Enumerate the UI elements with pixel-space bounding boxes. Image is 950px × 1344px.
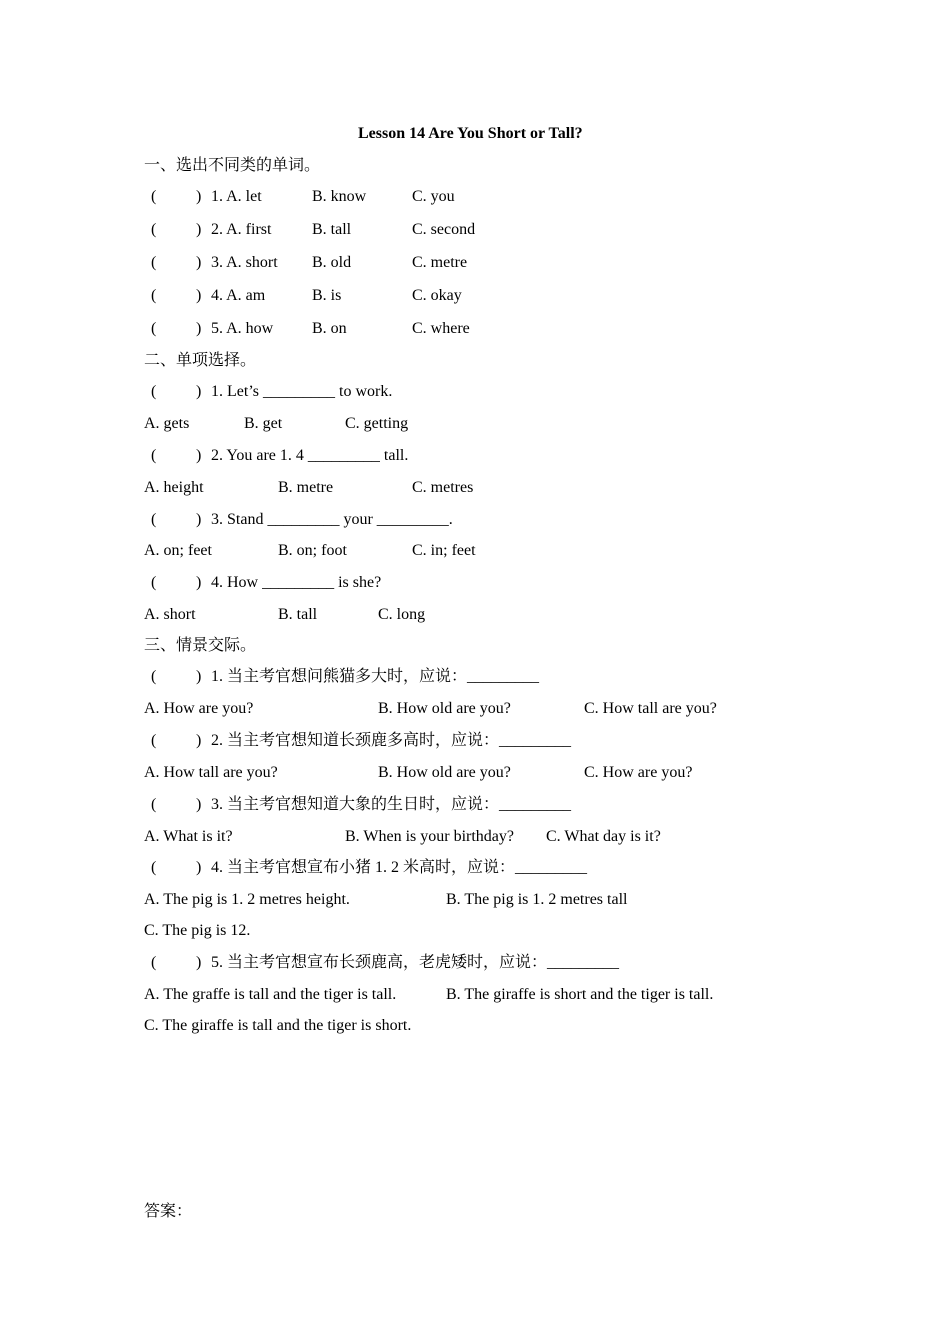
answer-paren-open: ( [151,188,157,205]
s1-q1-option-b: B. know [312,188,367,205]
s1-q4-option-c: C. okay [412,287,462,304]
answer-paren-close: ) [196,511,202,528]
s1-q2-option-a: 2. A. first [211,221,272,238]
s1-q5-option-b: B. on [312,320,347,337]
s3-q3-stem: 3. 当主考官想知道大象的生日时，应说：_________ [211,796,572,813]
s1-q3-option-a: 3. A. short [211,254,278,271]
s3-q2-stem: 2. 当主考官想知道长颈鹿多高时，应说：_________ [211,732,572,749]
answer-paren-close: ) [196,668,202,685]
answer-paren-open: ( [151,447,157,464]
s2-q2-option-c: C. metres [412,479,474,496]
s3-q1-stem: 1. 当主考官想问熊猫多大时，应说：_________ [211,668,540,685]
s3-q3-option-b: B. When is your birthday? [345,828,515,845]
answer-paren-close: ) [196,796,202,813]
s3-q4-option-a: A. The pig is 1. 2 metres height. [144,891,350,908]
answer-paren-close: ) [196,221,202,238]
s2-q4-option-b: B. tall [278,606,318,623]
s1-q1-option-a: 1. A. let [211,188,262,205]
s3-q5-stem: 5. 当主考官想宣布长颈鹿高，老虎矮时，应说：_________ [211,954,620,971]
answer-paren-open: ( [151,668,157,685]
answer-paren-close: ) [196,254,202,271]
s1-q5-option-c: C. where [412,320,470,337]
answer-paren-open: ( [151,221,157,238]
s3-q4-option-c: C. The pig is 12. [144,922,251,939]
s1-q2-option-b: B. tall [312,221,352,238]
answer-paren-close: ) [196,859,202,876]
s3-q1-option-a: A. How are you? [144,700,254,717]
s2-q2-stem: 2. You are 1. 4 _________ tall. [211,447,409,464]
s2-q1-stem: 1. Let’s _________ to work. [211,383,393,400]
s1-q1-option-c: C. you [412,188,455,205]
answer-key-label: 答案： [144,1203,193,1220]
answer-paren-close: ) [196,188,202,205]
s2-q1-option-c: C. getting [345,415,409,432]
s1-q5-option-a: 5. A. how [211,320,274,337]
answer-paren-open: ( [151,732,157,749]
s3-q2-option-a: A. How tall are you? [144,764,278,781]
answer-paren-close: ) [196,447,202,464]
s2-q2-option-a: A. height [144,479,204,496]
s2-q1-option-a: A. gets [144,415,190,432]
s1-q4-option-b: B. is [312,287,342,304]
s3-q2-option-c: C. How are you? [584,764,693,781]
answer-paren-close: ) [196,574,202,591]
answer-paren-close: ) [196,287,202,304]
answer-paren-open: ( [151,511,157,528]
s3-q4-stem: 4. 当主考官想宣布小猪 1. 2 米高时，应说：_________ [211,859,588,876]
s1-q3-option-b: B. old [312,254,352,271]
answer-paren-open: ( [151,254,157,271]
answer-paren-close: ) [196,732,202,749]
s2-q3-option-c: C. in; feet [412,542,476,559]
s2-q3-stem: 3. Stand _________ your _________. [211,511,453,528]
answer-paren-open: ( [151,320,157,337]
s2-q4-option-c: C. long [378,606,426,623]
answer-paren-open: ( [151,859,157,876]
s2-q4-option-a: A. short [144,606,196,623]
section-3-heading: 三、情景交际。 [144,637,257,654]
s2-q1-option-b: B. get [244,415,283,432]
s3-q3-option-c: C. What day is it? [546,828,661,845]
s2-q3-option-b: B. on; foot [278,542,347,559]
answer-paren-close: ) [196,320,202,337]
s3-q5-option-b: B. The giraffe is short and the tiger is tall. [446,986,714,1003]
answer-paren-close: ) [196,383,202,400]
section-1-heading: 一、选出不同类的单词。 [144,157,321,174]
answer-paren-open: ( [151,574,157,591]
s2-q2-option-b: B. metre [278,479,334,496]
answer-paren-open: ( [151,954,157,971]
answer-paren-open: ( [151,796,157,813]
s2-q4-stem: 4. How _________ is she? [211,574,382,591]
answer-paren-open: ( [151,287,157,304]
answer-paren-open: ( [151,383,157,400]
s3-q1-option-c: C. How tall are you? [584,700,717,717]
page-title: Lesson 14 Are You Short or Tall? [358,125,583,142]
s3-q2-option-b: B. How old are you? [378,764,511,781]
s3-q5-option-c: C. The giraffe is tall and the tiger is short. [144,1017,412,1034]
s3-q3-option-a: A. What is it? [144,828,233,845]
s3-q1-option-b: B. How old are you? [378,700,511,717]
s3-q4-option-b: B. The pig is 1. 2 metres tall [446,891,628,908]
s1-q3-option-c: C. metre [412,254,468,271]
s3-q5-option-a: A. The graffe is tall and the tiger is tall. [144,986,397,1003]
s2-q3-option-a: A. on; feet [144,542,212,559]
section-2-heading: 二、单项选择。 [144,352,257,369]
s1-q4-option-a: 4. A. am [211,287,266,304]
s1-q2-option-c: C. second [412,221,476,238]
answer-paren-close: ) [196,954,202,971]
